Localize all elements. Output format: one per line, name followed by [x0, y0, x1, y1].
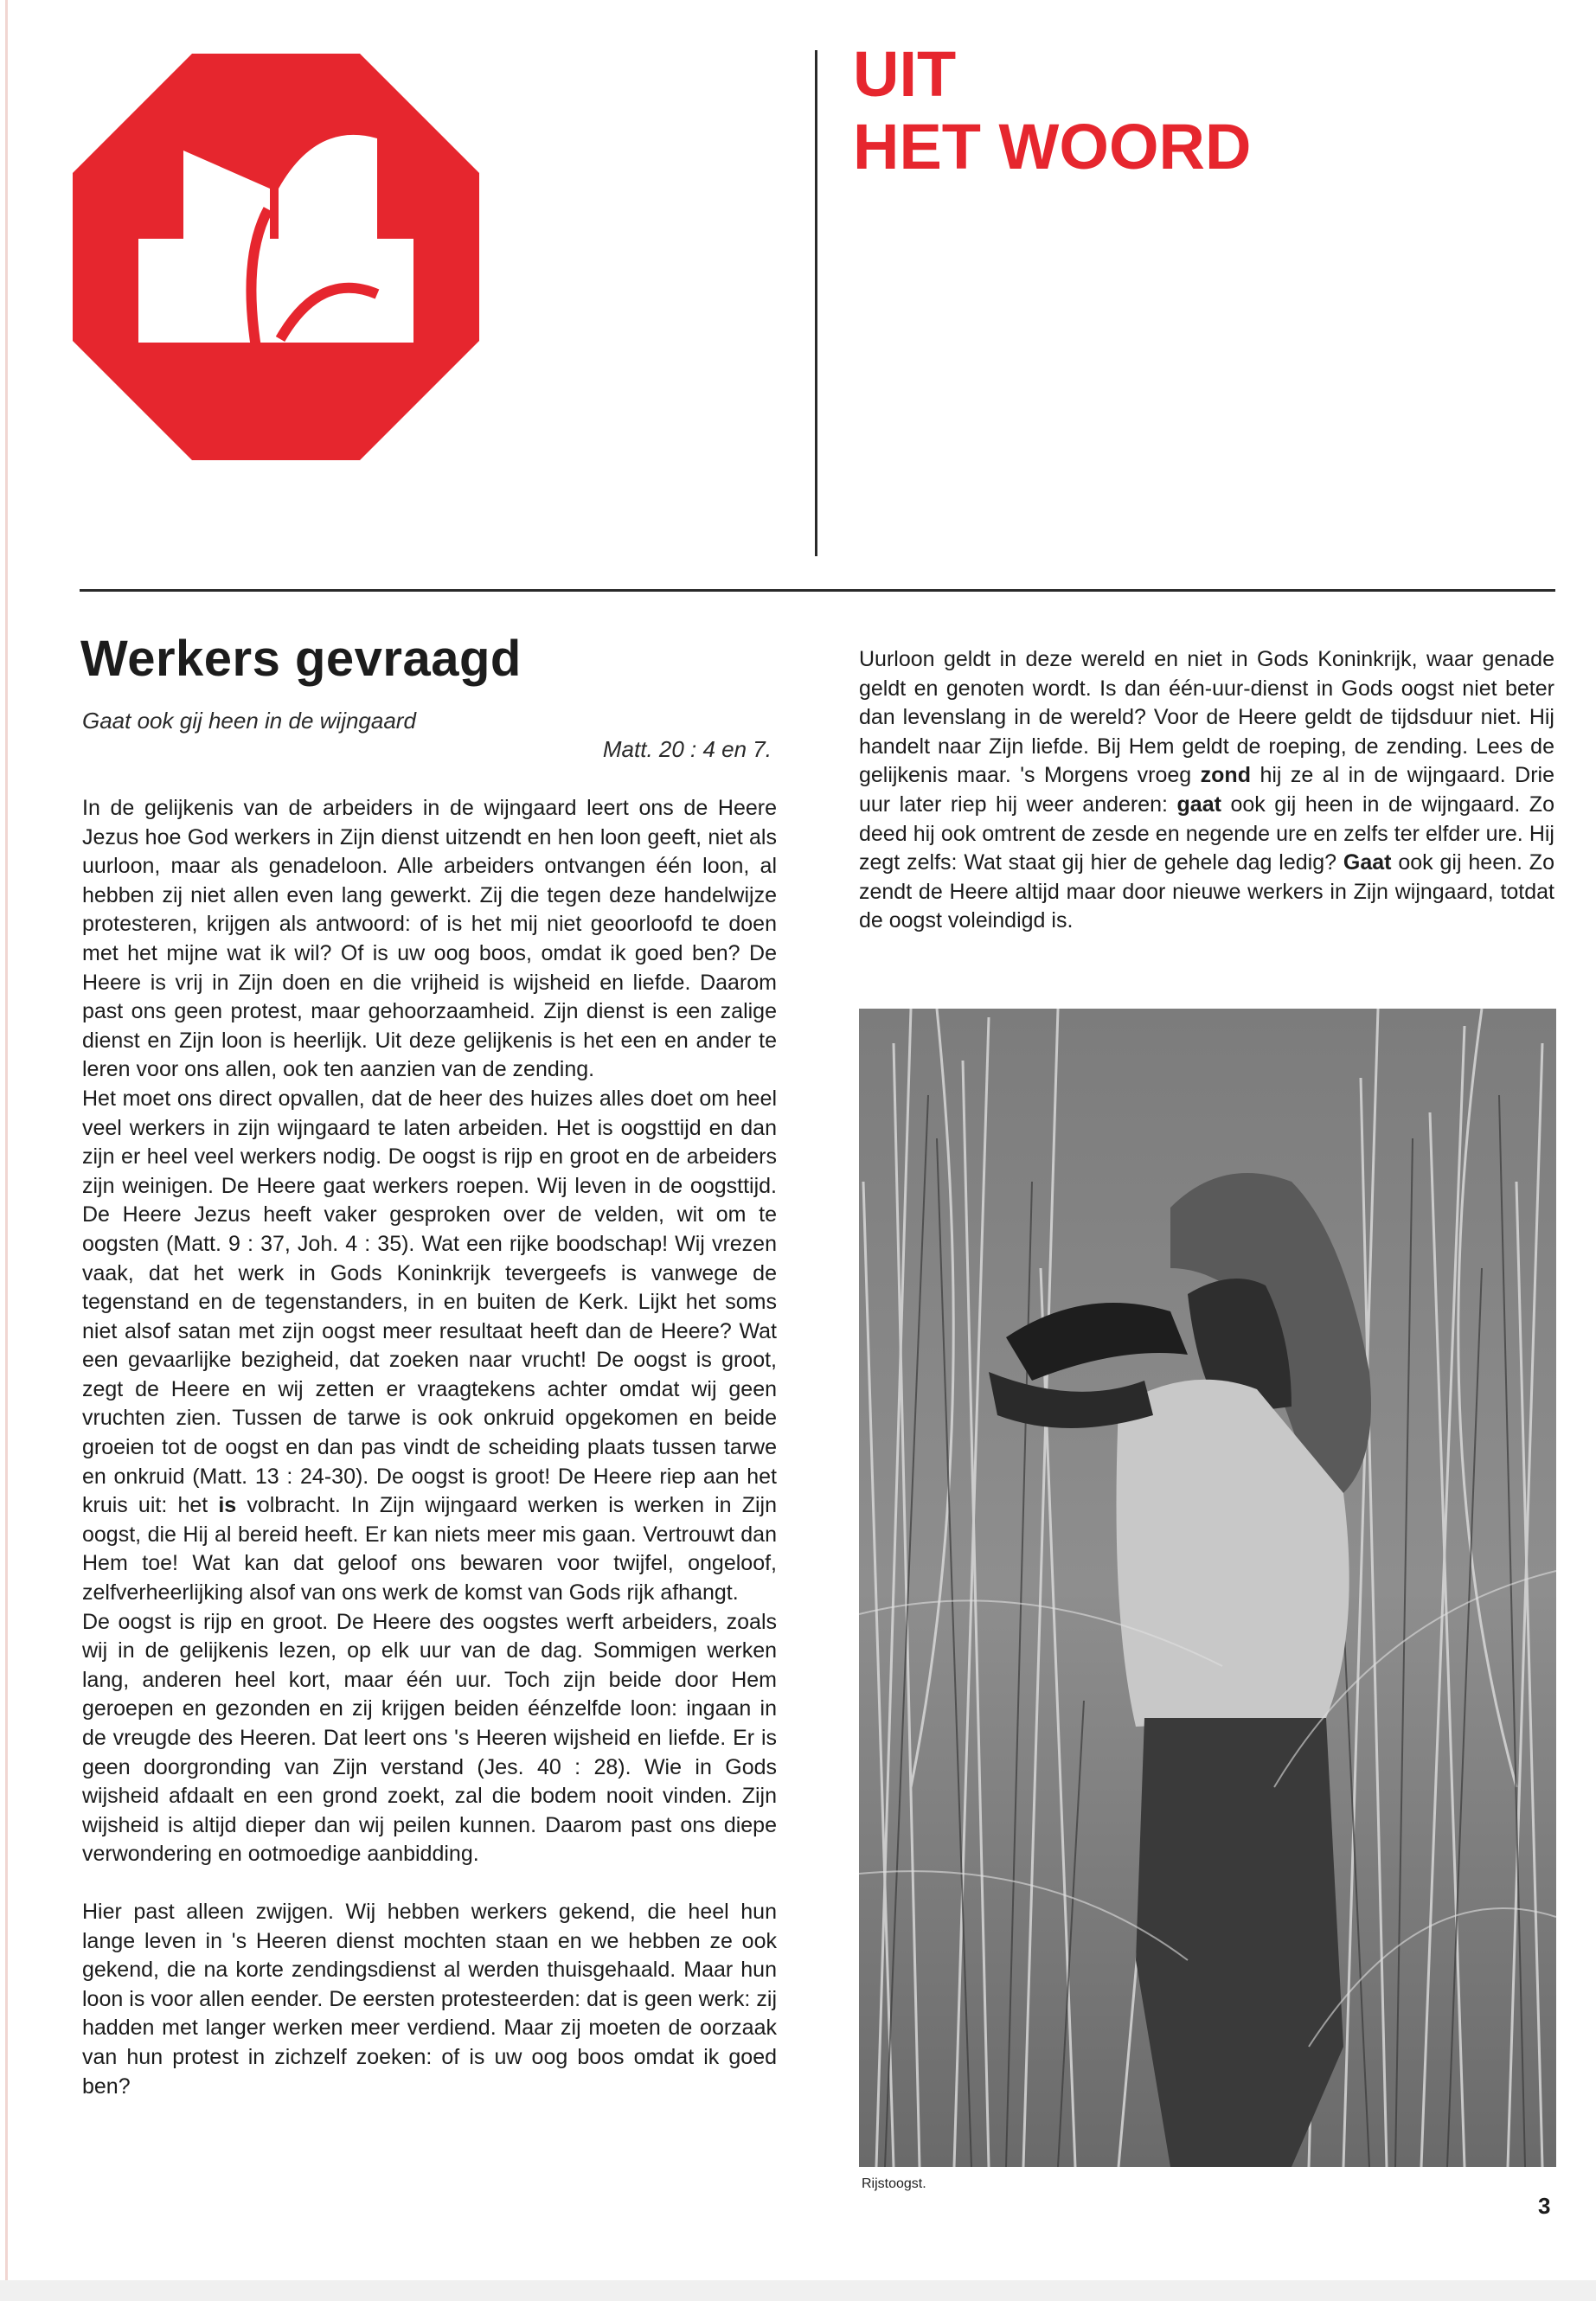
paragraph-text: Uurloon geldt in deze wereld en niet in Gods Koninkrijk, waar genade geldt en genoten wordt. Is dan één-uur-dienst in Gods oogst niet beter dan levenslang in de wereld? Voor de Heere geldt de tijdsduur niet. Hij handelt naar Zijn liefde. Bij Hem geldt de roeping, de zending. Lees de gelijkenis maar. 's Morgens vroeg — [859, 647, 1554, 788]
logo-book-icon — [73, 54, 479, 460]
paragraph-text: ook gij heen. Zo zendt de Heere altijd maar door nieuwe werkers in Zijn wijngaard, totdat de oogst voleindigd is. — [859, 850, 1554, 933]
paragraph-text: ook gij heen in de wijngaard. Zo deed hij ook omtrent de zesde en negende ure en zelfs ter elfder ure. Hij zegt zelfs: Wat staat gij hier de gehele dag ledig? — [859, 792, 1554, 875]
rice-harvest-photo — [859, 1009, 1556, 2167]
photo-caption: Rijstoogst. — [862, 2176, 926, 2191]
paragraph: In de gelijkenis van de arbeiders in de wijngaard leert ons de Heere Jezus hoe God werkers in Zijn dienst uitzendt en hen loon geeft, niet als uurloon, maar als genadeloon. Alle arbeiders ontvangen één loon, al hebben zij niet allen even lang gewerkt. Zij die tegen deze handelwijze protesteren, krijgen als antwoord: of is het mij niet geoorloofd te doen met het mijne wat ik wil? Of is uw oog boos, omdat ik goed ben? De Heere is vrij in Zijn doen en die vrijheid is wijsheid en liefde. Daarom past ons geen protest, maar gehoorzaamheid. Zijn dienst is een zalige dienst en Zijn loon is heerlijk. Uit deze gelijkenis is het een en ander te leren voor ons allen, ook ten aanzien van de zending. — [82, 796, 777, 1082]
paragraph — [859, 645, 1554, 936]
paragraph — [82, 1085, 777, 1608]
header-vertical-rule — [815, 50, 817, 556]
emphasis: gaat — [1176, 792, 1221, 817]
paragraph: Hier past alleen zwijgen. Wij hebben werkers gekend, die heel hun lange leven in 's Heeren dienst mochten staan en we hebben ze ook gekend, die na korte zendingsdienst al werden thuisgehaald. Maar hun loon is voor allen eender. De eersten protesteerden: dat is geen werk: zij hadden met langer werken meer verdiend. Maar zij moeten de oorzaak van hun protest in zichzelf zoeken: of is uw oog boos omdat ik goed ben? — [82, 1899, 777, 2099]
paragraph: De oogst is rijp en groot. De Heere des oogstes werft arbeiders, zoals wij in de gelijkenis lezen, op elk uur van de dag. Sommigen werken lang, anderen heel kort, maar één uur. Toch zijn beide door Hem geroepen en gezonden en zij krijgen beiden éénzelfde loon: ingaan in de vreugde des Heeren. Dat leert ons 's Heeren wijsheid en liefde. Er is geen doorgronding van Zijn verstand (Jes. 40 : 28). Wie in Gods wijsheid afdaalt en een grond zoekt, zal die bodem nooit vinden. Zijn wijsheid is altijd dieper dan wij peilen kunnen. Daarom past ons diepe verwondering en ootmoedige aanbidding. — [82, 1609, 777, 1867]
paragraph-text: hij ze al in de wijngaard. Drie uur later riep hij weer anderen: — [859, 763, 1555, 817]
emphasis: zond — [1200, 763, 1251, 788]
paragraph-text: volbracht. In Zijn wijngaard werken is werken in Zijn oogst, die Hij al bereid heeft. Er kan niets meer mis gaan. Vertrouwt dan Hem toe! Wat kan dat geloof ons bewaren voor twijfel, ongeloof, zelfverheerlijking alsof van ons werk de komst van Gods rijk afhangt. — [82, 1493, 778, 1606]
masthead-line-1: UIT — [853, 38, 957, 110]
page-bottom-edge — [0, 2280, 1596, 2301]
emphasis: is — [218, 1493, 237, 1518]
paragraph-text: het — [177, 1493, 208, 1518]
left-column — [82, 794, 777, 2101]
emphasis: Gaat — [1343, 850, 1392, 875]
masthead-line-2: HET WOORD — [853, 111, 1252, 183]
header-horizontal-rule — [80, 589, 1555, 592]
page-number: 3 — [1538, 2193, 1551, 2219]
page-edge — [5, 0, 8, 2301]
section-masthead — [853, 38, 1251, 183]
article-title: Werkers gevraagd — [80, 631, 522, 687]
article-subtitle: Gaat ook gij heen in de wijngaard — [82, 708, 416, 734]
scripture-reference: Matt. 20 : 4 en 7. — [602, 736, 772, 762]
paragraph-text: Het moet ons direct opvallen, dat de heer des huizes alles doet om heel veel werkers in zijn wijngaard te laten arbeiden. Het is oogsttijd en dan zijn er heel veel werkers nodig. De oogst is rijp en groot en de arbeiders zijn weinigen. De Heere gaat werkers roepen. Wij leven in de oogsttijd. De Heere Jezus heeft vaker gesproken over de velden, wit om te oogsten (Matt. 9 : 37, Joh. 4 : 35). Wat een rijke boodschap! Wij vrezen vaak, dat het werk in Gods Koninkrijk tevergeefs is vanwege de tegenstand en de tegenstanders, in en buiten de Kerk. Lijkt het soms niet alsof satan met zijn oogst meer resultaat heeft dan de Heere? Wat een gevaarlijke bezigheid, dat zoeken naar vrucht! De oogst is groot, zegt de Heere en wij zetten er vraagtekens achter omdat wij geen vruchten zien. Tussen de tarwe is ook onkruid opgekomen en beide groeien tot de oogst en dan pas vindt de scheiding plaats tussen tarwe en onkruid (Matt. 13 : 24-30). De oogst is groot! De Heere riep aan het kruis uit: — [82, 1086, 777, 1518]
right-column — [859, 645, 1554, 936]
